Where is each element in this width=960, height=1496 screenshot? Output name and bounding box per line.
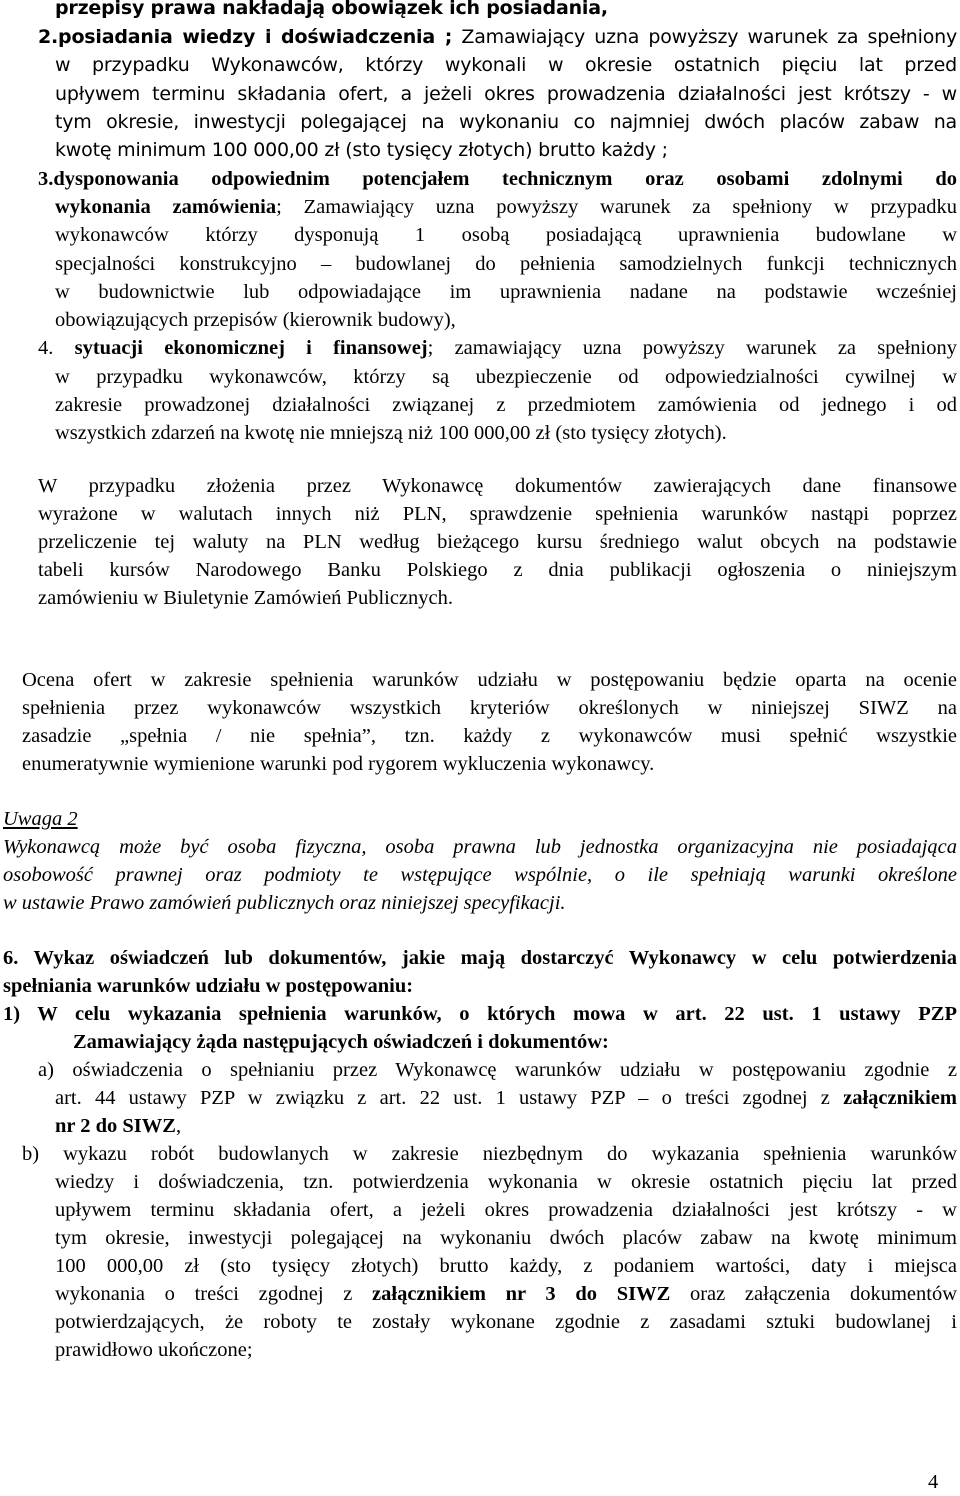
section-heading-cont: spełniania warunków udziału w postępowaniu: bbox=[3, 975, 414, 997]
text-line: potwierdzających, że roboty te zostały wykonane zgodnie z zasadami sztuki budowlanej i bbox=[55, 1311, 957, 1333]
text-line: upływem terminu składania ofert, a jeżeli okres prowadzenia działalności jest krótszy - w bbox=[55, 83, 957, 105]
text-line: w ustawie Prawo zamówień publicznych oraz niniejszej specyfikacji. bbox=[3, 892, 566, 914]
list-item-2 bbox=[38, 24, 957, 51]
text-line: w przypadku Wykonawców, którzy wykonali w okresie ostatnich pięciu lat przed bbox=[55, 54, 957, 76]
text-line: upływem terminu składania ofert, a jeżeli okres prowadzenia działalności jest krótszy - w bbox=[55, 1199, 957, 1221]
text-line bbox=[55, 1085, 957, 1112]
list-item-3: 3.dysponowania odpowiednim potencjałem technicznym oraz osobami zdolnymi do bbox=[38, 168, 957, 190]
text-line: Wykonawcą może być osoba fizyczna, osoba prawna lub jednostka organizacyjna nie posiadająca bbox=[3, 836, 957, 858]
text-line: spełnienia przez wykonawców wszystkich kryteriów określonych w niniejszej SIWZ na bbox=[22, 697, 957, 719]
text-line: kwotę minimum 100 000,00 zł (sto tysięcy złotych) brutto każdy ; bbox=[55, 139, 668, 161]
text-line: Ocena ofert w zakresie spełnienia warunków udziału w postępowaniu będzie oparta na ocenie bbox=[22, 669, 957, 691]
item-text: , bbox=[175, 1115, 182, 1137]
item-text: oraz załączenia dokumentów bbox=[670, 1283, 957, 1305]
note-title: Uwaga 2 bbox=[3, 808, 78, 830]
page-number: 4 bbox=[928, 1471, 939, 1493]
section-heading: 6. Wykaz oświadczeń lub dokumentów, jakie mają dostarczyć Wykonawcy w celu potwierdzenia bbox=[3, 947, 957, 969]
list-item-a: a) oświadczenia o spełnianiu przez Wykonawcę warunków udziału w postępowaniu zgodnie z bbox=[38, 1059, 957, 1081]
text-line bbox=[55, 1281, 957, 1308]
list-item-b: b) wykazu robót budowlanych w zakresie niezbędnym do wykazania spełnienia warunków bbox=[22, 1143, 957, 1165]
item-heading: wykonania zamówienia bbox=[55, 196, 277, 218]
text-line: tym okresie, inwestycji polegającej na wykonaniu dwóch placów zabaw na kwotę minimum bbox=[55, 1227, 957, 1249]
text-line: zasadzie „spełnia / nie spełnia”, tzn. każdy z wykonawców musi spełnić wszystkie bbox=[22, 725, 957, 747]
item-text: Zamawiający uzna powyższy warunek za spełniony bbox=[452, 26, 958, 48]
text-line: przepisy prawa nakładają obowiązek ich posiadania, bbox=[55, 0, 608, 19]
text-line: osobowość prawnej oraz podmioty te wstępujące wspólnie, o ile spełniają warunki określone bbox=[3, 864, 957, 886]
text-line: przeliczenie tej waluty na PLN według bieżącego kursu średniego walut obcych na podstawie bbox=[38, 531, 957, 553]
text-line: wszystkich zdarzeń na kwotę nie mniejszą niż 100 000,00 zł (sto tysięcy złotych). bbox=[55, 422, 727, 444]
item-text: ; Zamawiający uzna powyższy warunek za spełniony w przypadku bbox=[276, 196, 957, 218]
text-line bbox=[55, 194, 957, 221]
text-line: wiedzy i doświadczenia, tzn. potwierdzenia wykonania w okresie ostatnich pięciu lat przed bbox=[55, 1171, 957, 1193]
item-heading: sytuacji ekonomicznej i finansowej bbox=[74, 337, 428, 359]
text-line: obowiązujących przepisów (kierownik budowy), bbox=[55, 309, 456, 331]
attachment-ref: nr 2 do SIWZ bbox=[55, 1115, 176, 1137]
item-text: wykonania o treści zgodnej z bbox=[55, 1283, 373, 1305]
text-line: zamówieniu w Biuletynie Zamówień Publicznych. bbox=[38, 587, 454, 609]
item-text: art. 44 ustawy PZP w związku z art. 22 ust. 1 ustawy PZP – o treści zgodnej z bbox=[55, 1087, 844, 1109]
item-text: ; zamawiający uzna powyższy warunek za spełniony bbox=[427, 337, 957, 359]
text-line: W przypadku złożenia przez Wykonawcę dokumentów zawierających dane finansowe bbox=[38, 475, 957, 497]
text-line: wykonawców którzy dysponują 1 osobą posiadającą uprawnienia budowlane w bbox=[55, 224, 957, 246]
subsection-heading-cont: Zamawiający żąda następujących oświadczeń i dokumentów: bbox=[73, 1031, 609, 1053]
text-line: enumeratywnie wymienione warunki pod rygorem wykluczenia wykonawcy. bbox=[22, 753, 655, 775]
text-line: 100 000,00 zł (sto tysięcy złotych) brutto każdy, z podaniem wartości, daty i miejsca bbox=[55, 1255, 957, 1277]
list-item-4 bbox=[38, 335, 957, 362]
subsection-heading: 1) W celu wykazania spełnienia warunków, o których mowa w art. 22 ust. 1 ustawy PZP bbox=[3, 1003, 957, 1025]
item-number: 4. bbox=[38, 337, 75, 359]
text-line: tabeli kursów Narodowego Banku Polskiego z dnia publikacji ogłoszenia o niniejszym bbox=[38, 559, 957, 581]
attachment-ref: załącznikiem nr 3 do SIWZ bbox=[372, 1283, 671, 1305]
text-line: tym okresie, inwestycji polegającej na wykonaniu co najmniej dwóch placów zabaw na bbox=[55, 111, 957, 133]
text-line: prawidłowo ukończone; bbox=[55, 1339, 253, 1361]
text-line: wyrażone w walutach innych niż PLN, sprawdzenie spełnienia warunków nastąpi poprzez bbox=[38, 503, 957, 525]
text-line: zakresie prowadzonej działalności związanej z przedmiotem zamówienia od jednego i od bbox=[55, 394, 957, 416]
text-line bbox=[55, 1113, 181, 1140]
text-line: w budownictwie lub odpowiadające im uprawnienia nadane na podstawie wcześniej bbox=[55, 281, 957, 303]
attachment-ref: załącznikiem bbox=[843, 1087, 957, 1109]
text-line: w przypadku wykonawców, którzy są ubezpieczenie od odpowiedzialności cywilnej w bbox=[55, 366, 957, 388]
item-heading: 2.posiadania wiedzy i doświadczenia ; bbox=[38, 26, 453, 48]
text-line: specjalności konstrukcyjno – budowlanej do pełnienia samodzielnych funkcji technicznych bbox=[55, 253, 957, 275]
